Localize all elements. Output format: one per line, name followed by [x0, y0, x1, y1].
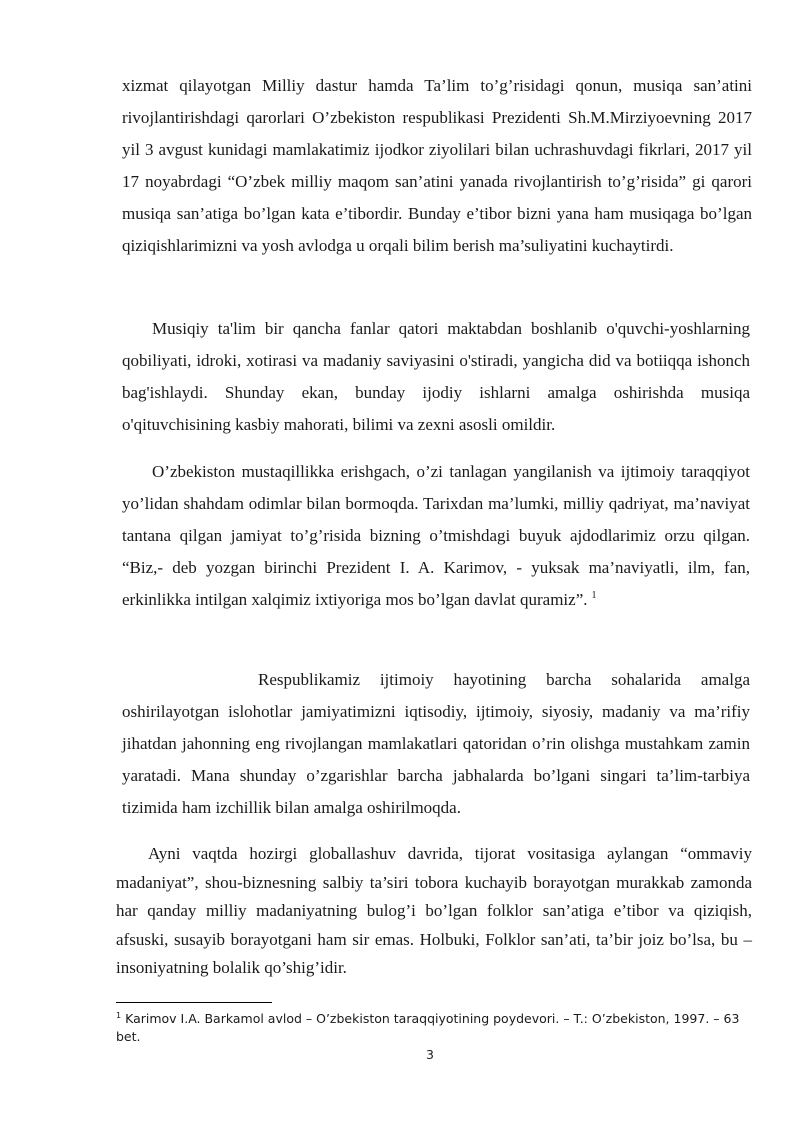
paragraph-2: Musiqiy ta'lim bir qancha fanlar qatori maktabdan boshlanib o'quvchi-yoshlarning qobiliyati, idroki, xotirasi va madaniy saviyasini o'stiradi, yangicha did va botiiqqa ishonch bag'ishlaydi. Shunday ekan, bunday ijodiy ishlarni amalga oshirishda musiqa o'qituvchisining kasbiy mahorati, bilimi va zexni asosli omildir.: [122, 319, 750, 434]
footnote-text: Karimov I.A. Barkamol avlod – O’zbekiston taraqqiyotining poydevori. – T.: O’zbekiston, 1997. – 63 bet.: [116, 1011, 740, 1044]
footnote-reference[interactable]: 1: [591, 590, 597, 602]
page-number: 3: [426, 1047, 434, 1062]
paragraph-4: Respublikamiz ijtimoiy hayotining barcha sohalarida amalga oshirilayotgan islohotlar jamiyatimizni iqtisodiy, ijtimoiy, siyosiy, madaniy va ma’rifiy jihatdan jahonning eng rivojlangan mamlakatlari qatoridan o’rin olishga mustahkam zamin yaratadi. Mana shunday o’zgarishlar barcha jabhalarda bo’lgani singari ta’lim-tarbiya tizimida ham izchillik bilan amalga oshirilmoqda.: [122, 670, 750, 817]
paragraph-3-text: O’zbekiston mustaqillikka erishgach, o’zi tanlagan yangilanish va ijtimoiy taraqqiyot yo’lidan shahdam odimlar bilan bormoqda. Tarixdan ma’lumki, milliy qadriyat, ma’naviyat tantana qilgan jamiyat to’g’risida bizning o’tmishdagi buyuk ajdodlarimiz orzu qilgan. “Biz,- deb yozgan birinchi Prezident I. A. Karimov, - yuksak ma’naviyatli, ilm, fan, erkinlikka intilgan xalqimiz ixtiyoriga mos bo’lgan davlat quramiz”.: [122, 462, 750, 609]
footnote-separator: [116, 1002, 272, 1003]
footnote-marker: 1: [116, 1010, 122, 1020]
footnote: [116, 1010, 752, 1046]
paragraph-1: xizmat qilayotgan Milliy dastur hamda Ta’lim to’g’risidagi qonun, musiqa san’atini rivojlantirishdagi qarorlari O’zbekiston respublikasi Prezidenti Sh.M.Mirziyoevning 2017 yil 3 avgust kunidagi mamlakatimiz ijodkor ziyolilari bilan uchrashuvdagi fikrlari, 2017 yil 17 noyabrdagi “O’zbek milliy maqom san’atini yanada rivojlantirish to’g’risida” gi qarori musiqa san’atiga bo’lgan kata e’tibordir. Bunday e’tibor bizni yana ham musiqaga bo’lgan qiziqishlarimizni va yosh avlodga u orqali bilim berish ma’suliyatini kuchaytirdi.: [122, 76, 752, 255]
paragraph-3: [122, 456, 750, 616]
paragraph-5: Ayni vaqtda hozirgi globallashuv davrida, tijorat vositasiga aylangan “ommaviy madaniyat”, shou-biznesning salbiy ta’siri tobora kuchayib borayotgan murakkab zamonda har qanday milliy madaniyatning bulog’i bo’lgan folklor san’atiga e’tibor va qiziqish, afsuski, susayib borayotgani ham sir emas. Holbuki, Folklor san’ati, ta’bir joiz bo’lsa, bu – insoniyatning bolalik qo’shig’idir.: [116, 844, 752, 977]
